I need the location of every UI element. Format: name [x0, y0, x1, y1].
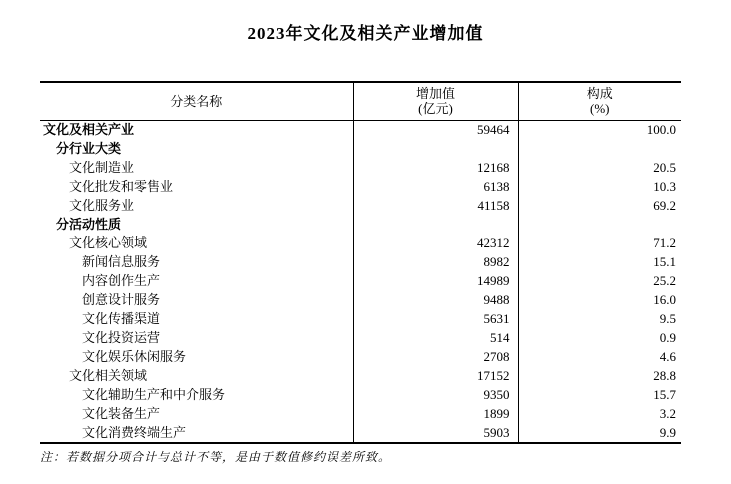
- row-added-value: [353, 140, 518, 159]
- column-header-value-line2: (亿元): [418, 101, 453, 116]
- row-category-name: 文化及相关产业: [43, 122, 135, 137]
- row-composition-pct: 4.6: [518, 348, 681, 367]
- table-row: [40, 272, 681, 291]
- table-row: [40, 159, 681, 178]
- row-category-name: 文化消费终端生产: [82, 424, 187, 440]
- column-header-composition-line2: (%): [590, 101, 610, 116]
- row-added-value: 14989: [353, 272, 518, 291]
- row-added-value: 2708: [353, 348, 518, 367]
- column-header-composition: [518, 82, 681, 121]
- column-header-category: 分类名称: [40, 82, 353, 121]
- table-row: [40, 386, 681, 405]
- row-composition-pct: 16.0: [518, 291, 681, 310]
- table-row: [40, 348, 681, 367]
- table-row: [40, 291, 681, 310]
- table-row: [40, 367, 681, 386]
- row-category-name: 分行业大类: [56, 140, 122, 156]
- row-category-name: 新闻信息服务: [82, 254, 161, 270]
- page-title: 2023年文化及相关产业增加值: [247, 24, 484, 43]
- row-composition-pct: 0.9: [518, 329, 681, 348]
- row-composition-pct: 69.2: [518, 197, 681, 216]
- row-category-name: 分活动性质: [56, 216, 122, 232]
- row-added-value: 5631: [353, 310, 518, 329]
- table-row: [40, 140, 681, 159]
- row-category-name: 文化服务业: [69, 197, 135, 213]
- table-row: [40, 424, 681, 444]
- row-added-value: 5903: [353, 424, 518, 444]
- row-added-value: 59464: [353, 121, 518, 140]
- row-composition-pct: 3.2: [518, 405, 681, 424]
- row-added-value: 8982: [353, 253, 518, 272]
- table-header-row: [40, 82, 681, 121]
- row-added-value: 9488: [353, 291, 518, 310]
- row-composition-pct: 10.3: [518, 178, 681, 197]
- table-body: [40, 121, 681, 444]
- row-category-name: 文化装备生产: [82, 405, 161, 421]
- column-header-composition-line1: 构成: [586, 86, 613, 101]
- row-added-value: 6138: [353, 178, 518, 197]
- table-row: [40, 329, 681, 348]
- row-category-name: 文化辅助生产和中介服务: [82, 386, 226, 402]
- row-composition-pct: 20.5: [518, 159, 681, 178]
- table-row: [40, 121, 681, 140]
- row-added-value: 9350: [353, 386, 518, 405]
- row-composition-pct: [518, 140, 681, 159]
- row-category-name: 创意设计服务: [82, 292, 161, 308]
- row-category-name: 文化核心领域: [69, 235, 148, 251]
- table-row: [40, 405, 681, 424]
- row-added-value: [353, 216, 518, 235]
- row-composition-pct: [518, 216, 681, 235]
- row-category-name: 文化娱乐休闲服务: [82, 348, 187, 364]
- row-composition-pct: 71.2: [518, 234, 681, 253]
- column-header-value: [353, 82, 518, 121]
- row-added-value: 42312: [353, 234, 518, 253]
- table-row: [40, 310, 681, 329]
- row-category-name: 文化投资运营: [82, 329, 161, 345]
- row-composition-pct: 25.2: [518, 272, 681, 291]
- row-composition-pct: 9.9: [518, 424, 681, 444]
- row-category-name: 文化传播渠道: [82, 311, 161, 327]
- row-added-value: 514: [353, 329, 518, 348]
- column-header-value-line1: 增加值: [415, 86, 455, 101]
- statistics-table: [40, 81, 681, 444]
- table-row: [40, 197, 681, 216]
- row-added-value: 41158: [353, 197, 518, 216]
- table-header: [40, 82, 681, 121]
- row-category-name: 内容创作生产: [82, 273, 161, 289]
- table-row: [40, 178, 681, 197]
- table-row: [40, 216, 681, 235]
- row-category-name: 文化批发和零售业: [69, 178, 174, 194]
- row-composition-pct: 15.1: [518, 253, 681, 272]
- table-row: [40, 234, 681, 253]
- row-composition-pct: 9.5: [518, 310, 681, 329]
- row-added-value: 1899: [353, 405, 518, 424]
- footnote: 注：若数据分项合计与总计不等，是由于数值修约误差所致。: [40, 450, 392, 465]
- row-category-name: 文化相关领域: [69, 367, 148, 383]
- row-composition-pct: 15.7: [518, 386, 681, 405]
- row-category-name: 文化制造业: [69, 159, 135, 175]
- table-row: [40, 253, 681, 272]
- row-added-value: 17152: [353, 367, 518, 386]
- row-composition-pct: 100.0: [518, 121, 681, 140]
- row-composition-pct: 28.8: [518, 367, 681, 386]
- row-added-value: 12168: [353, 159, 518, 178]
